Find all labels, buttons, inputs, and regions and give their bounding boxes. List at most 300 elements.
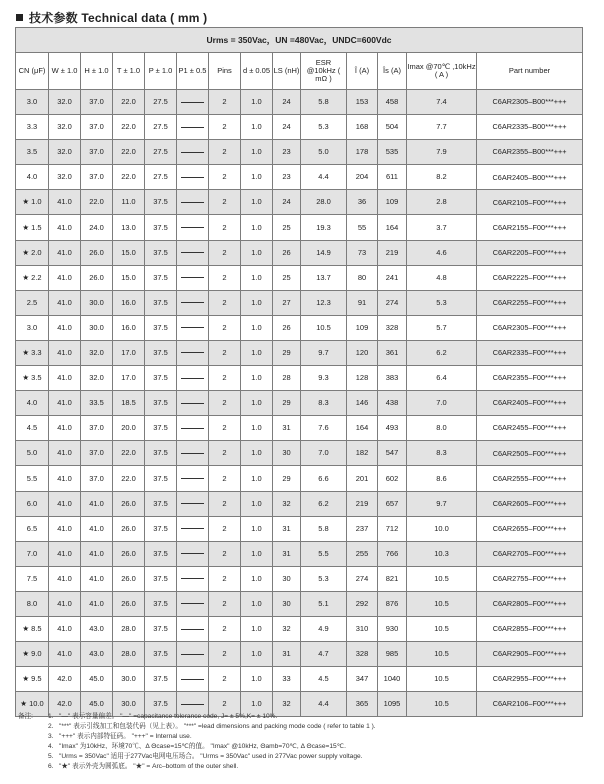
table-cell: 2 xyxy=(209,692,241,717)
table-cell: 1.0 xyxy=(241,591,273,616)
note-text: "★" 表示外壳为圆弧底。 "★" = Arc–bottom of the outer shell. xyxy=(59,763,239,771)
column-header: W ± 1.0 xyxy=(49,53,81,90)
table-cell: 3.0 xyxy=(16,90,49,115)
dash-line xyxy=(181,127,204,128)
table-cell: 6.2 xyxy=(301,491,347,516)
p1-dash-cell xyxy=(177,265,209,290)
table-cell: 1.0 xyxy=(241,516,273,541)
table-cell: 4.4 xyxy=(301,165,347,190)
table-cell: 41.0 xyxy=(49,265,81,290)
table-cell: 29 xyxy=(273,391,301,416)
table-cell: 2 xyxy=(209,667,241,692)
table-cell: 2 xyxy=(209,340,241,365)
table-cell: 657 xyxy=(378,491,407,516)
note-text: "***" 表示引线加工和包装代码（见上表）。 "***" =lead dimensions and packing mode code ( refer to table 1 ). xyxy=(59,723,376,731)
table-cell: 41.0 xyxy=(81,591,113,616)
table-cell: 37.5 xyxy=(145,541,177,566)
table-cell: 80 xyxy=(347,265,378,290)
table-cell: 26.0 xyxy=(113,566,145,591)
table-cell: 109 xyxy=(378,190,407,215)
table-cell: 24 xyxy=(273,190,301,215)
table-cell: 178 xyxy=(347,140,378,165)
table-cell: 37.0 xyxy=(81,140,113,165)
p1-dash-cell xyxy=(177,466,209,491)
table-cell: 274 xyxy=(347,566,378,591)
dash-line xyxy=(181,528,204,529)
table-cell: 73 xyxy=(347,240,378,265)
table-cell: 164 xyxy=(347,416,378,441)
part-number-cell: C6AR2255–F00***+++ xyxy=(477,290,583,315)
table-cell: 32.0 xyxy=(49,165,81,190)
table-cell: 4.4 xyxy=(301,692,347,717)
table-row xyxy=(16,90,583,115)
table-cell: 458 xyxy=(378,90,407,115)
note-text: "Imax" 为10kHz、环境70℃、Δ Θcase=15℃的值。 "Imax" @10kHz, Θamb=70℃, Δ Θcase=15℃. xyxy=(59,743,346,751)
table-cell: 43.0 xyxy=(81,616,113,641)
table-cell: 37.5 xyxy=(145,441,177,466)
table-cell: 128 xyxy=(347,366,378,391)
table-cell: 602 xyxy=(378,466,407,491)
table-cell: 37.5 xyxy=(145,215,177,240)
table-cell: 10.5 xyxy=(407,616,477,641)
table-cell: 10.5 xyxy=(407,591,477,616)
table-row xyxy=(16,466,583,491)
table-cell: ★ 10.0 xyxy=(16,692,49,717)
p1-dash-cell xyxy=(177,190,209,215)
dash-line xyxy=(181,352,204,353)
table-cell: 41.0 xyxy=(49,566,81,591)
table-cell: 26 xyxy=(273,315,301,340)
table-cell: 37.0 xyxy=(81,90,113,115)
table-cell: 37.5 xyxy=(145,340,177,365)
table-cell: 6.0 xyxy=(16,491,49,516)
table-cell: 5.3 xyxy=(301,115,347,140)
table-row xyxy=(16,165,583,190)
table-cell: 33 xyxy=(273,667,301,692)
table-cell: ★ 3.3 xyxy=(16,340,49,365)
p1-dash-cell xyxy=(177,140,209,165)
dash-line xyxy=(181,277,204,278)
table-cell: 310 xyxy=(347,616,378,641)
p1-dash-cell xyxy=(177,516,209,541)
technical-data-table xyxy=(15,27,583,717)
table-cell: 237 xyxy=(347,516,378,541)
table-row xyxy=(16,366,583,391)
note-number: 6. xyxy=(48,763,54,771)
part-number-cell: C6AR2455–F00***+++ xyxy=(477,416,583,441)
part-number-cell: C6AR2106–F00***+++ xyxy=(477,692,583,717)
part-number-cell: C6AR2405–F00***+++ xyxy=(477,391,583,416)
part-number-cell: C6AR2555–F00***+++ xyxy=(477,466,583,491)
table-cell: 45.0 xyxy=(81,667,113,692)
table-cell: 28.0 xyxy=(113,642,145,667)
column-header: Pins xyxy=(209,53,241,90)
note-number: 1. xyxy=(48,713,54,720)
table-cell: 8.3 xyxy=(407,441,477,466)
table-cell: 18.5 xyxy=(113,391,145,416)
column-header: LS (nH) xyxy=(273,53,301,90)
table-cell: 3.0 xyxy=(16,315,49,340)
dash-line xyxy=(181,403,204,404)
table-row xyxy=(16,616,583,641)
table-cell: 32.0 xyxy=(81,366,113,391)
table-cell: 37.5 xyxy=(145,616,177,641)
table-cell: 31 xyxy=(273,642,301,667)
table-row xyxy=(16,215,583,240)
p1-dash-cell xyxy=(177,491,209,516)
note-number: 3. xyxy=(48,733,54,741)
table-cell: 30 xyxy=(273,566,301,591)
column-header: Imax @70℃ ,10kHz ( A ) xyxy=(407,53,477,90)
table-cell: 22.0 xyxy=(81,190,113,215)
p1-dash-cell xyxy=(177,240,209,265)
table-cell: 146 xyxy=(347,391,378,416)
table-cell: 37.5 xyxy=(145,265,177,290)
table-cell: 1.0 xyxy=(241,165,273,190)
table-cell: 1040 xyxy=(378,667,407,692)
table-cell: 7.7 xyxy=(407,115,477,140)
table-cell: 22.0 xyxy=(113,165,145,190)
part-number-cell: C6AR2355–F00***+++ xyxy=(477,366,583,391)
dash-line xyxy=(181,102,204,103)
p1-dash-cell xyxy=(177,315,209,340)
table-cell: 493 xyxy=(378,416,407,441)
table-row xyxy=(16,340,583,365)
table-cell: 7.0 xyxy=(301,441,347,466)
table-cell: 5.3 xyxy=(407,290,477,315)
table-cell: 32.0 xyxy=(49,115,81,140)
note-number: 5. xyxy=(48,753,54,761)
column-header: d ± 0.05 xyxy=(241,53,273,90)
table-cell: 5.1 xyxy=(301,591,347,616)
part-number-cell: C6AR2205–F00***+++ xyxy=(477,240,583,265)
p1-dash-cell xyxy=(177,290,209,315)
table-cell: 8.6 xyxy=(407,466,477,491)
table-cell: 27 xyxy=(273,290,301,315)
table-cell: 26.0 xyxy=(113,516,145,541)
dash-line xyxy=(181,302,204,303)
table-cell: 219 xyxy=(347,491,378,516)
table-cell: 26.0 xyxy=(81,240,113,265)
notes-label: 备注: xyxy=(18,713,34,720)
table-cell: 30.0 xyxy=(113,667,145,692)
table-cell: 1.0 xyxy=(241,215,273,240)
table-cell: 766 xyxy=(378,541,407,566)
table-row xyxy=(16,516,583,541)
table-cell: 1.0 xyxy=(241,90,273,115)
table-cell: 43.0 xyxy=(81,642,113,667)
notes-label xyxy=(18,732,48,742)
part-number-cell: C6AR2405–B00***+++ xyxy=(477,165,583,190)
table-cell: 5.3 xyxy=(301,566,347,591)
dash-line xyxy=(181,578,204,579)
table-cell: 9.7 xyxy=(301,340,347,365)
table-cell: 7.9 xyxy=(407,140,477,165)
table-cell: 29 xyxy=(273,340,301,365)
part-number-cell: C6AR2225–F00***+++ xyxy=(477,265,583,290)
table-cell: 41.0 xyxy=(81,516,113,541)
table-cell: 4.5 xyxy=(16,416,49,441)
part-number-cell: C6AR2755–F00***+++ xyxy=(477,566,583,591)
table-row xyxy=(16,240,583,265)
table-cell: 1.0 xyxy=(241,140,273,165)
table-cell: 2 xyxy=(209,90,241,115)
table-cell: ★ 9.5 xyxy=(16,667,49,692)
table-cell: 1.0 xyxy=(241,616,273,641)
table-cell: ★ 2.2 xyxy=(16,265,49,290)
part-number-cell: C6AR2855–F00***+++ xyxy=(477,616,583,641)
table-cell: 27.5 xyxy=(145,90,177,115)
table-cell: 2 xyxy=(209,516,241,541)
table-cell: 1.0 xyxy=(241,115,273,140)
part-number-cell: C6AR2705–F00***+++ xyxy=(477,541,583,566)
dash-line xyxy=(181,378,204,379)
table-cell: 30 xyxy=(273,441,301,466)
table-cell: 504 xyxy=(378,115,407,140)
table-cell: 1.0 xyxy=(241,441,273,466)
table-row xyxy=(16,290,583,315)
notes-label xyxy=(18,762,48,772)
column-header: Îs (A) xyxy=(378,53,407,90)
table-cell: 182 xyxy=(347,441,378,466)
note-text: "Urms = 350Vac" 适用于277Vac电网电压场合。 "Urms = 350Vac" used in 277Vac power supply voltage. xyxy=(59,753,363,761)
table-cell: 168 xyxy=(347,115,378,140)
table-row xyxy=(16,642,583,667)
table-cell: ★ 8.5 xyxy=(16,616,49,641)
table-row xyxy=(16,140,583,165)
table-cell: 37.0 xyxy=(81,115,113,140)
note-text: "—" 表示容量偏差。 "—" =capacitance tolerance code, J= ± 5%,K= ± 10%. xyxy=(59,713,278,720)
table-cell: 930 xyxy=(378,616,407,641)
table-cell: 41.0 xyxy=(49,391,81,416)
table-cell: 1.0 xyxy=(241,541,273,566)
table-cell: 27.5 xyxy=(145,115,177,140)
notes-label xyxy=(18,722,48,732)
table-cell: 31 xyxy=(273,516,301,541)
table-cell: 37.5 xyxy=(145,391,177,416)
table-cell: 26.0 xyxy=(113,541,145,566)
notes-section xyxy=(18,712,588,773)
part-number-cell: C6AR2335–B00***+++ xyxy=(477,115,583,140)
table-cell: 17.0 xyxy=(113,340,145,365)
table-cell: 8.2 xyxy=(407,165,477,190)
table-cell: 37.5 xyxy=(145,190,177,215)
table-cell: 22.0 xyxy=(113,466,145,491)
table-cell: 41.0 xyxy=(81,566,113,591)
table-cell: 7.0 xyxy=(407,391,477,416)
table-row xyxy=(16,190,583,215)
table-cell: 32 xyxy=(273,491,301,516)
table-cell: 3.5 xyxy=(16,140,49,165)
table-cell: 30 xyxy=(273,591,301,616)
table-cell: 15.0 xyxy=(113,240,145,265)
table-cell: 37.5 xyxy=(145,466,177,491)
table-cell: 821 xyxy=(378,566,407,591)
table-cell: 27.5 xyxy=(145,140,177,165)
p1-dash-cell xyxy=(177,667,209,692)
part-number-cell: C6AR2605–F00***+++ xyxy=(477,491,583,516)
table-cell: 37.5 xyxy=(145,240,177,265)
table-cell: 27.5 xyxy=(145,165,177,190)
table-cell: 32 xyxy=(273,616,301,641)
table-cell: 1.0 xyxy=(241,391,273,416)
p1-dash-cell xyxy=(177,215,209,240)
table-cell: 22.0 xyxy=(113,140,145,165)
table-cell: 241 xyxy=(378,265,407,290)
table-cell: 4.7 xyxy=(301,642,347,667)
table-cell: 15.0 xyxy=(113,265,145,290)
table-cell: 2 xyxy=(209,591,241,616)
table-cell: 10.5 xyxy=(407,566,477,591)
dash-line xyxy=(181,327,204,328)
table-cell: 4.0 xyxy=(16,391,49,416)
table-cell: 8.0 xyxy=(407,416,477,441)
table-cell: 5.0 xyxy=(16,441,49,466)
table-cell: 5.0 xyxy=(301,140,347,165)
table-cell: 37.5 xyxy=(145,692,177,717)
table-cell: 5.5 xyxy=(16,466,49,491)
table-cell: 26.0 xyxy=(113,491,145,516)
p1-dash-cell xyxy=(177,391,209,416)
table-cell: 30.0 xyxy=(81,315,113,340)
p1-dash-cell xyxy=(177,340,209,365)
table-cell: 55 xyxy=(347,215,378,240)
table-cell: 120 xyxy=(347,340,378,365)
table-cell: 30.0 xyxy=(81,290,113,315)
table-cell: 8.3 xyxy=(301,391,347,416)
table-cell: 361 xyxy=(378,340,407,365)
table-row xyxy=(16,315,583,340)
table-cell: 5.8 xyxy=(301,516,347,541)
table-cell: 42.0 xyxy=(49,692,81,717)
dash-line xyxy=(181,152,204,153)
part-number-cell: C6AR2505–F00***+++ xyxy=(477,441,583,466)
table-cell: 535 xyxy=(378,140,407,165)
note-item xyxy=(18,752,588,762)
table-row xyxy=(16,591,583,616)
table-cell: 24 xyxy=(273,115,301,140)
table-cell: 328 xyxy=(347,642,378,667)
table-cell: 219 xyxy=(378,240,407,265)
table-cell: 37.0 xyxy=(81,165,113,190)
table-cell: 37.5 xyxy=(145,366,177,391)
dash-line xyxy=(181,252,204,253)
table-cell: 2 xyxy=(209,240,241,265)
table-cell: 14.9 xyxy=(301,240,347,265)
table-cell: 7.6 xyxy=(301,416,347,441)
table-cell: ★ 2.0 xyxy=(16,240,49,265)
table-cell: 11.0 xyxy=(113,190,145,215)
table-cell: 10.5 xyxy=(407,642,477,667)
table-cell: 2 xyxy=(209,642,241,667)
table-cell: ★ 3.5 xyxy=(16,366,49,391)
table-cell: 547 xyxy=(378,441,407,466)
table-cell: 28.0 xyxy=(301,190,347,215)
table-cell: 4.9 xyxy=(301,616,347,641)
table-cell: 23 xyxy=(273,165,301,190)
table-cell: 153 xyxy=(347,90,378,115)
table-cell: 2 xyxy=(209,290,241,315)
table-cell: 1095 xyxy=(378,692,407,717)
table-cell: 37.5 xyxy=(145,315,177,340)
table-cell: 1.0 xyxy=(241,466,273,491)
table-cell: 2 xyxy=(209,140,241,165)
table-cell: 31 xyxy=(273,541,301,566)
table-cell: ★ 1.0 xyxy=(16,190,49,215)
table-cell: 25 xyxy=(273,265,301,290)
table-cell: 33.5 xyxy=(81,391,113,416)
table-cell: 4.0 xyxy=(16,165,49,190)
table-cell: 3.7 xyxy=(407,215,477,240)
table-cell: 37.5 xyxy=(145,667,177,692)
dash-line xyxy=(181,679,204,680)
table-cell: 91 xyxy=(347,290,378,315)
table-cell: 22.0 xyxy=(113,441,145,466)
table-cell: 41.0 xyxy=(49,240,81,265)
table-cell: 24 xyxy=(273,90,301,115)
table-cell: 41.0 xyxy=(81,491,113,516)
table-cell: 41.0 xyxy=(49,591,81,616)
note-item xyxy=(18,762,588,772)
table-cell: 41.0 xyxy=(49,516,81,541)
table-cell: 2 xyxy=(209,466,241,491)
dash-line xyxy=(181,428,204,429)
table-cell: 204 xyxy=(347,165,378,190)
table-cell: 1.0 xyxy=(241,642,273,667)
table-cell: 16.0 xyxy=(113,315,145,340)
table-cell: 2 xyxy=(209,491,241,516)
table-cell: 13.0 xyxy=(113,215,145,240)
table-row xyxy=(16,566,583,591)
p1-dash-cell xyxy=(177,642,209,667)
table-cell: 985 xyxy=(378,642,407,667)
part-number-cell: C6AR2305–F00***+++ xyxy=(477,315,583,340)
table-cell: 37.5 xyxy=(145,516,177,541)
table-cell: 365 xyxy=(347,692,378,717)
table-cell: 2 xyxy=(209,391,241,416)
table-cell: 22.0 xyxy=(113,115,145,140)
dash-line xyxy=(181,227,204,228)
square-bullet-icon xyxy=(16,14,23,21)
table-cell: 5.7 xyxy=(407,315,477,340)
table-cell: 383 xyxy=(378,366,407,391)
table-cell: 1.0 xyxy=(241,190,273,215)
table-cell: 3.3 xyxy=(16,115,49,140)
part-number-cell: C6AR2155–F00***+++ xyxy=(477,215,583,240)
table-cell: 438 xyxy=(378,391,407,416)
table-cell: 10.0 xyxy=(407,516,477,541)
table-cell: 1.0 xyxy=(241,315,273,340)
table-cell: 37.5 xyxy=(145,642,177,667)
table-cell: 2.8 xyxy=(407,190,477,215)
dash-line xyxy=(181,202,204,203)
table-cell: 7.4 xyxy=(407,90,477,115)
table-body xyxy=(16,90,583,717)
column-header: P ± 1.0 xyxy=(145,53,177,90)
dash-line xyxy=(181,629,204,630)
table-cell: 41.0 xyxy=(81,541,113,566)
table-cell: 2 xyxy=(209,616,241,641)
table-cell: 41.0 xyxy=(49,416,81,441)
table-cell: 41.0 xyxy=(49,315,81,340)
table-cell: 611 xyxy=(378,165,407,190)
table-cell: 2 xyxy=(209,541,241,566)
p1-dash-cell xyxy=(177,416,209,441)
table-cell: 19.3 xyxy=(301,215,347,240)
table-cell: 29 xyxy=(273,466,301,491)
dash-line xyxy=(181,177,204,178)
table-row xyxy=(16,667,583,692)
